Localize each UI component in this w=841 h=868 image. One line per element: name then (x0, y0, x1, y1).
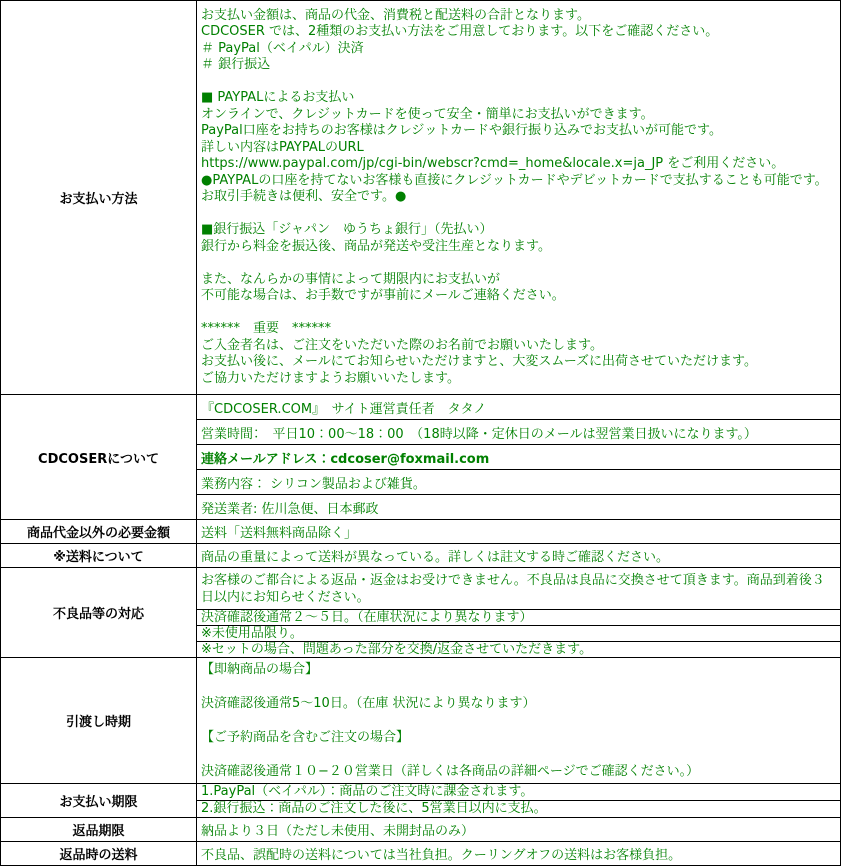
row-header-about-cdcoser: CDCOSERについて (1, 395, 197, 520)
defect-set-policy: ※セットの場合、問題あった部分を交換/返金させていただきます。 (197, 642, 841, 658)
text-line: https://www.paypal.com/jp/cgi-bin/webscr?cmd=_home&locale.x=ja_JP をご利用ください。 (201, 156, 785, 172)
row-extra-fee (1, 520, 841, 544)
contact-email: 連絡メールアドレス：cdcoser@foxmail.com (197, 445, 841, 470)
defect-exchange-time: 決済確認後通常２〜５日。（在庫状況により異なります） (197, 610, 841, 626)
about-business-hours: 営業時間： 平日10：00〜18：00 （18時以降・定休日のメールは翌営業日扱いになります。） (197, 420, 841, 445)
text-line: 【ご予約商品を含むご注文の場合】 (201, 730, 410, 745)
text-line: ●PAYPALの口座を持てないお客様も直接にクレジットカードやデビットカードで支払することも可能です。 (201, 172, 828, 188)
about-business-description: 業務内容： シリコン製品および雑貨。 (197, 470, 841, 495)
row-defect-policy (1, 568, 841, 610)
row-header-extra-fee: 商品代金以外の必要金額 (1, 520, 197, 544)
row-header-return-fee: 返品時の送料 (1, 842, 197, 866)
row-payment-deadline-paypal (1, 784, 841, 801)
text-line: オンラインで、クレジットカードを使って安全・簡単にお支払いができます。 (201, 106, 654, 122)
text-line: ご協力いただけますようお願いいたします。 (201, 370, 460, 386)
about-operator: 『CDCOSER.COM』 サイト運営責任者 タタノ (197, 395, 841, 420)
deadline-paypal: 1.PayPal（ベイパル）：商品のご注文時に課金されます。 (197, 784, 841, 801)
defect-unused-only: ※未使用品限り。 (197, 626, 841, 642)
text-line (201, 255, 836, 272)
text-line: CDCOSER では、2種類のお支払い方法をご用意しております。以下をご確認ください。 (201, 24, 719, 40)
defect-policy-main: お客様のご都合による返品・返金はお受けできません。不良品は良品に交換させて頂きます。商品到着後３日以内にお知らせください。 (197, 568, 841, 610)
text-line: 【即納商品の場合】 (201, 662, 319, 677)
row-header-payment-deadline: お支払い期限 (1, 784, 197, 818)
text-line: ■銀行振込「ジャパン ゆうちょ銀行」（先払い） (201, 222, 493, 238)
text-line: お支払い後に、メールにてお知らせいただけますと、大変スムーズに出荷させていただけます。 (201, 354, 758, 370)
text-line: ■ PAYPALによるお支払い (201, 90, 355, 106)
text-line (201, 74, 836, 91)
deadline-bank-transfer: 2.銀行振込：商品のご注文した後に、5営業日以内に支払。 (197, 801, 841, 818)
text-line: お取引手続きは便利、安全です。● (201, 189, 407, 205)
text-line: 銀行から料金を振込後、商品が発送や受注生産となります。 (201, 238, 551, 254)
row-header-return-period: 返品期限 (1, 818, 197, 842)
text-line (201, 746, 836, 763)
row-header-shipping-note: ※送料について (1, 544, 197, 568)
row-shipping-note (1, 544, 841, 568)
extra-fee-content: 送料「送料無料商品除く」 (197, 520, 841, 544)
row-payment-method (1, 1, 841, 395)
text-line: PayPal口座をお持ちのお客様はクレジットカードや銀行振り込みでお支払いが可能です。 (201, 123, 722, 139)
text-line: 決済確認後通常１０−２０営業日（詳しくは各商品の詳細ページでご確認ください。） (201, 764, 700, 779)
text-line: ＃ 銀行振込 (201, 57, 271, 73)
return-fee-content: 不良品、誤配時の送料については当社負担。クーリングオフの送料はお客様負担。 (197, 842, 841, 866)
text-line (201, 305, 836, 322)
text-line: お支払い金額は、商品の代金、消費税と配送料の合計となります。 (201, 7, 590, 23)
row-header-payment-method: お支払い方法 (1, 1, 197, 395)
delivery-time-content (197, 658, 841, 784)
text-line: ＃ PayPal（ベイパル）決済 (201, 40, 364, 56)
shipping-note-content: 商品の重量によって送料が異なっている。詳しくは註文する時ご確認ください。 (197, 544, 841, 568)
row-return-period (1, 818, 841, 842)
text-line (201, 712, 836, 729)
text-line (201, 678, 836, 695)
row-header-defect-policy: 不良品等の対応 (1, 568, 197, 658)
about-shipping-carriers: 発送業者: 佐川急便、日本郵政 (197, 495, 841, 520)
text-line: 決済確認後通常5〜10日。（在庫 状況により異なります） (201, 696, 536, 711)
row-about-operator (1, 395, 841, 420)
text-line: 不可能な場合は、お手数ですが事前にメールご連絡ください。 (201, 288, 565, 304)
text-line: 詳しい内容はPAYPALのURL (201, 139, 364, 155)
row-return-fee (1, 842, 841, 866)
text-line: また、なんらかの事情によって期限内にお支払いが (201, 271, 501, 287)
text-line: ****** 重要 ****** (201, 321, 332, 337)
text-line (201, 206, 836, 223)
row-delivery-time (1, 658, 841, 784)
return-period-content: 納品より３日（ただし未使用、未開封品のみ） (197, 818, 841, 842)
payment-method-content (197, 1, 841, 395)
text-line: ご入金者名は、ご注文をいただいた際のお名前でお願いいたします。 (201, 337, 603, 353)
row-header-delivery-time: 引渡し時期 (1, 658, 197, 784)
